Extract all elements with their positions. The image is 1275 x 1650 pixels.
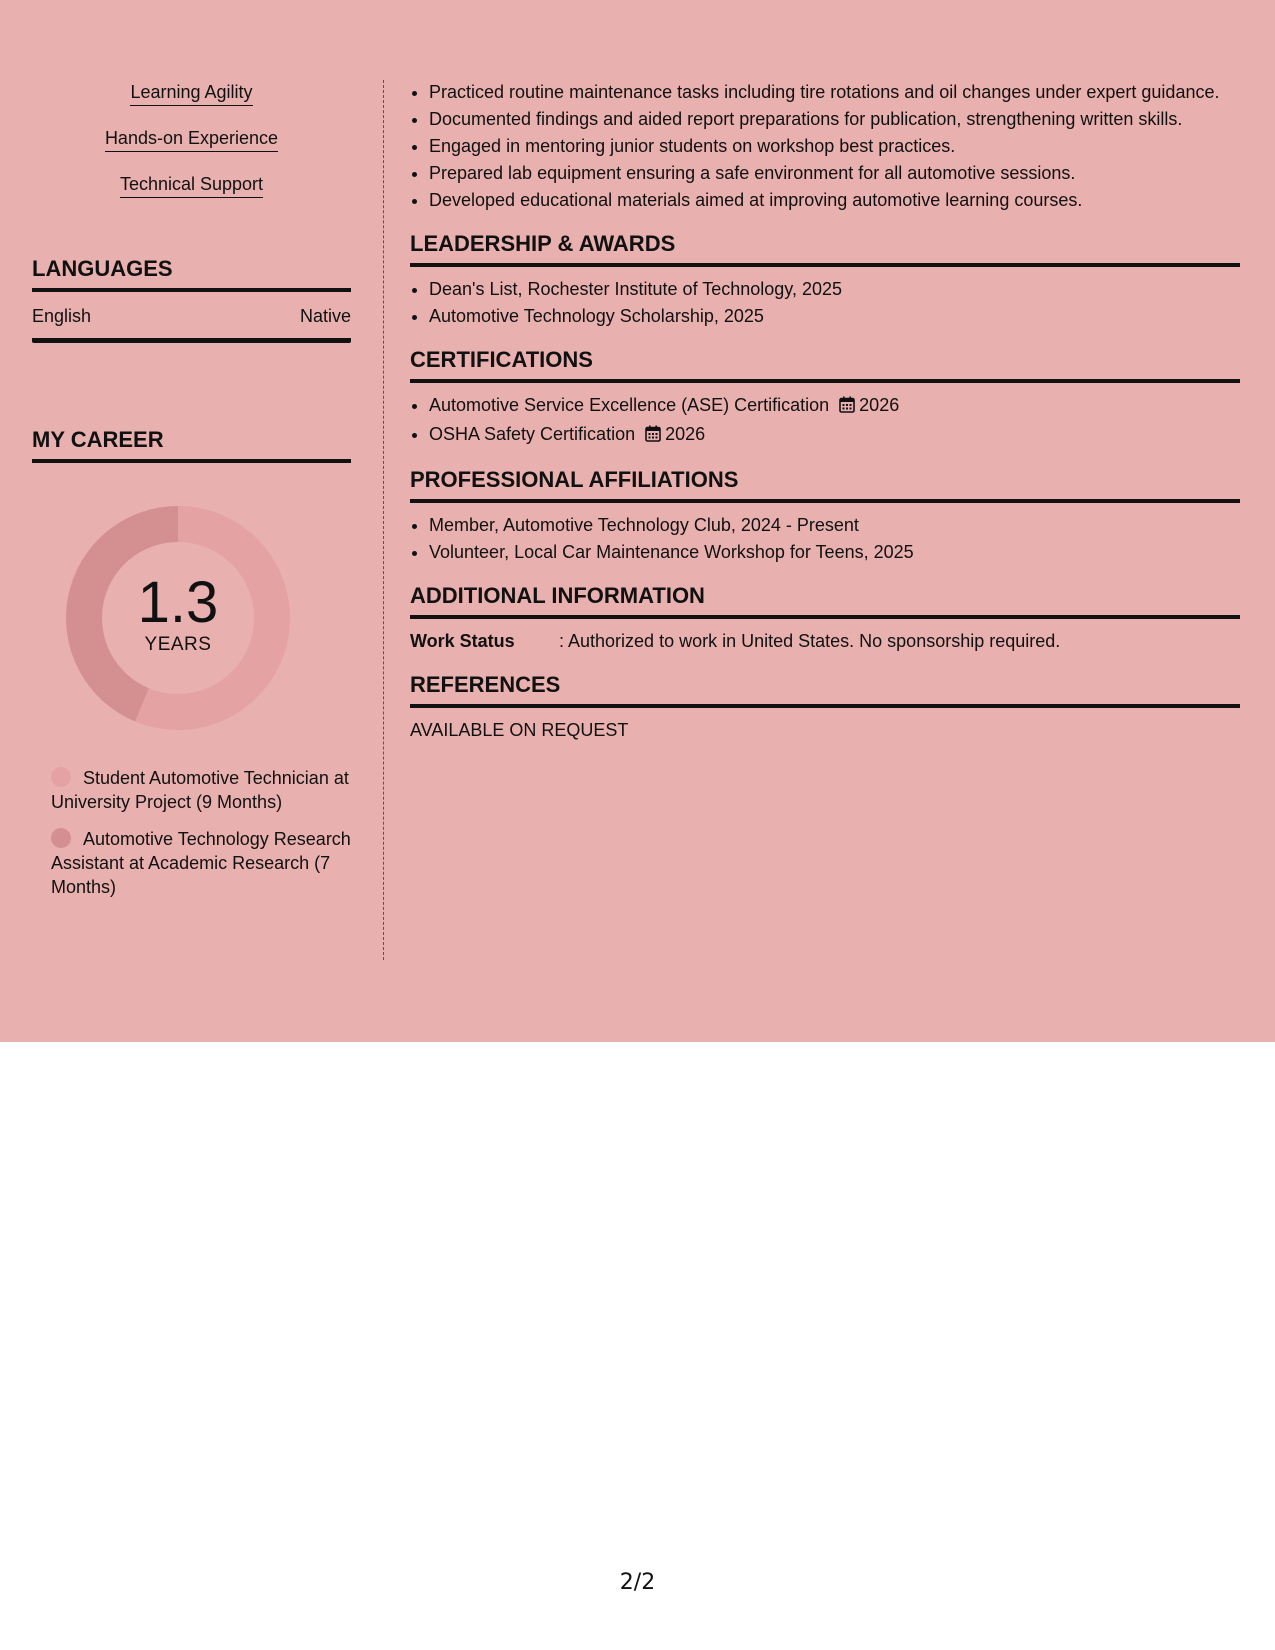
list-item: • Automotive Technology Scholarship, 2025 bbox=[429, 304, 1240, 328]
skill-item: Technical Support bbox=[120, 172, 263, 198]
certification-name: Automotive Service Excellence (ASE) Certification bbox=[429, 395, 830, 415]
section-title-languages: LANGUAGES bbox=[32, 255, 351, 292]
section-title-career: MY CAREER bbox=[32, 426, 351, 463]
right-column bbox=[410, 80, 1240, 742]
legend-label: Student Automotive Technician at University Project (9 Months) bbox=[51, 768, 349, 812]
work-status-row bbox=[410, 629, 1240, 653]
column-divider bbox=[383, 80, 384, 960]
language-name: English bbox=[32, 306, 92, 326]
skill-item: Hands-on Experience bbox=[105, 126, 278, 152]
section-title-leadership: LEADERSHIP & AWARDS bbox=[410, 230, 1240, 267]
list-item: • Dean's List, Rochester Institute of Technology, 2025 bbox=[429, 277, 1240, 301]
section-title-additional: ADDITIONAL INFORMATION bbox=[410, 582, 1240, 619]
legend-label: Automotive Technology Research Assistant at Academic Research (7 Months) bbox=[51, 829, 351, 897]
calendar-icon bbox=[645, 424, 661, 448]
left-column bbox=[32, 80, 351, 897]
page-number: 2/2 bbox=[619, 1570, 656, 1595]
career-legend bbox=[51, 766, 351, 912]
languages-section bbox=[32, 255, 351, 343]
certification-name: OSHA Safety Certification bbox=[429, 424, 636, 444]
list-item: • Volunteer, Local Car Maintenance Workshop for Teens, 2025 bbox=[429, 540, 1240, 564]
certification-item bbox=[429, 393, 1240, 419]
certification-year: 2026 bbox=[859, 395, 900, 415]
list-item: • Engaged in mentoring junior students on workshop best practices. bbox=[429, 134, 1240, 158]
list-item: • Practiced routine maintenance tasks including tire rotations and oil changes under expert guidance. bbox=[429, 80, 1240, 104]
work-status-label: Work Status bbox=[410, 631, 515, 651]
section-title-certifications: CERTIFICATIONS bbox=[410, 346, 1240, 383]
donut-center bbox=[66, 506, 290, 730]
leadership-section bbox=[410, 230, 1240, 328]
calendar-icon bbox=[839, 395, 855, 419]
legend-dot bbox=[51, 767, 71, 787]
experience-bullets bbox=[410, 80, 1240, 212]
language-level: Native bbox=[299, 306, 351, 326]
certifications-section bbox=[410, 346, 1240, 448]
work-status-value: : Authorized to work in United States. No sponsorship required. bbox=[559, 631, 1061, 651]
list-item: • Prepared lab equipment ensuring a safe environment for all automotive sessions. bbox=[429, 161, 1240, 185]
references-text: AVAILABLE ON REQUEST bbox=[410, 720, 629, 740]
language-row bbox=[32, 304, 351, 343]
affiliations-section bbox=[410, 466, 1240, 564]
career-section bbox=[32, 426, 351, 463]
career-total-value: 1.3 bbox=[137, 570, 219, 635]
references-section bbox=[410, 671, 1240, 742]
career-total-unit: YEARS bbox=[144, 634, 212, 655]
legend-item bbox=[51, 766, 351, 814]
list-item: • Documented findings and aided report preparations for publication, strengthening written skills. bbox=[429, 107, 1240, 131]
section-title-references: REFERENCES bbox=[410, 671, 1240, 708]
career-donut-chart bbox=[66, 506, 290, 730]
skills-list bbox=[32, 80, 351, 218]
certification-item bbox=[429, 422, 1240, 448]
certification-year: 2026 bbox=[665, 424, 706, 444]
list-item: • Developed educational materials aimed at improving automotive learning courses. bbox=[429, 188, 1240, 212]
additional-section bbox=[410, 582, 1240, 653]
section-title-affiliations: PROFESSIONAL AFFILIATIONS bbox=[410, 466, 1240, 503]
skill-item: Learning Agility bbox=[130, 80, 252, 106]
list-item: • Member, Automotive Technology Club, 2024 - Present bbox=[429, 513, 1240, 537]
legend-item bbox=[51, 827, 351, 899]
legend-dot bbox=[51, 828, 71, 848]
